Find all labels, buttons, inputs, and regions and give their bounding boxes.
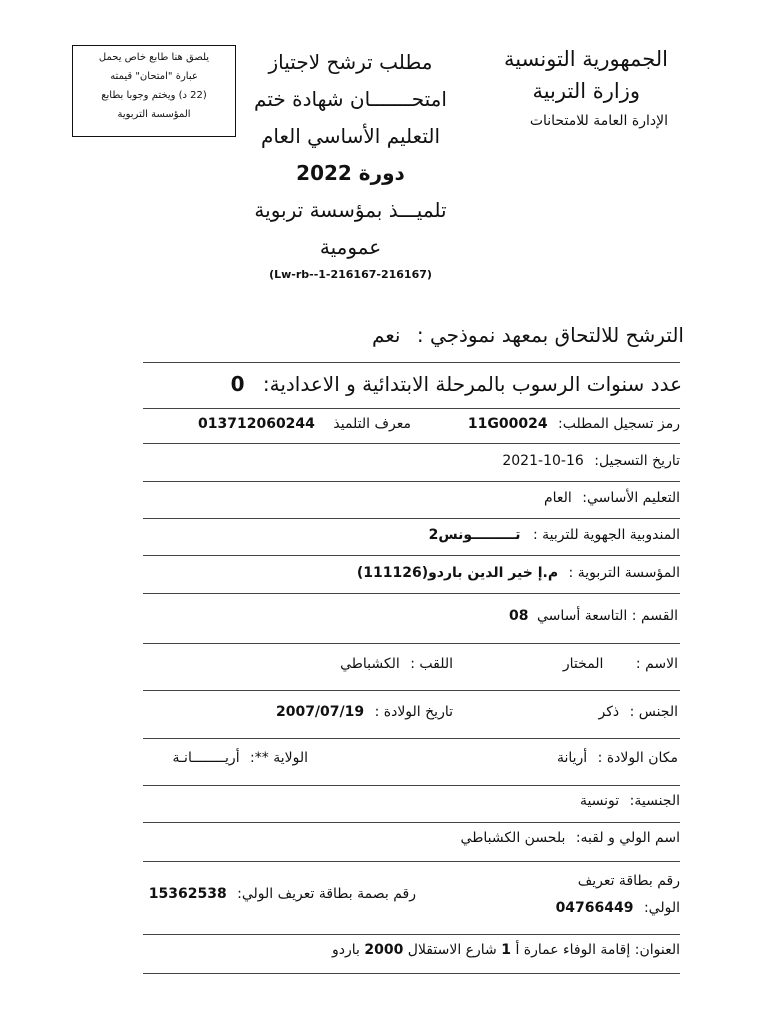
divider	[143, 861, 680, 862]
guardian-name-value: بلحسن الكشباطي	[460, 830, 566, 846]
education-field	[544, 490, 680, 506]
birth-place-value: أريانة	[556, 750, 588, 766]
section-value: 08	[509, 608, 529, 624]
ministry-header	[438, 44, 668, 134]
guardian-id-label-line1: رقم بطاقة تعريف	[577, 873, 680, 889]
ministry-name: وزارة التربية	[532, 79, 640, 103]
failed-years-row	[231, 372, 682, 396]
section-label: القسم : التاسعة أساسي	[536, 608, 678, 624]
title-line-5: تلميـــذ بمؤسسة تربوية	[254, 198, 447, 222]
commissariat-value: تـــــــــونس2	[428, 527, 521, 543]
stamp-text-2: عبارة "امتحان" قيمته	[110, 71, 198, 82]
failed-years-label: عدد سنوات الرسوب بالمرحلة الابتدائية و الاعدادية:	[262, 372, 682, 396]
first-name-value: المختار	[562, 656, 604, 672]
birth-place-field	[557, 750, 678, 766]
divider	[143, 643, 680, 644]
request-code-label: رمز تسجيل المطلب:	[558, 416, 680, 432]
title-line-2: امتحـــــــان شهادة ختم	[254, 87, 447, 111]
guardian-name-label: اسم الولي و لقبه:	[575, 830, 680, 846]
divider	[143, 443, 680, 444]
address-number: 1	[501, 942, 511, 958]
model-school-label: الترشح للالتحاق بمعهد نموذجي :	[416, 323, 684, 347]
first-name-field	[563, 656, 678, 672]
divider	[143, 738, 680, 739]
guardian-fingerprint-label: رقم بصمة بطاقة تعريف الولي:	[237, 886, 416, 902]
divider	[143, 593, 680, 594]
stamp-text-4: المؤسسة التربوية	[117, 109, 191, 120]
institution-value: م.إ خير الدين باردو(111126)	[356, 565, 559, 581]
divider	[143, 518, 680, 519]
birth-date-field	[276, 704, 453, 720]
student-id-label: معرف التلميذ	[333, 416, 411, 432]
guardian-id-label-line2: الولي:	[643, 900, 680, 916]
commissariat-label: المندوبية الجهوية للتربية :	[532, 527, 680, 543]
gender-value: ذكر	[598, 704, 620, 720]
education-value: العام	[543, 490, 572, 506]
model-school-value: نعم	[371, 323, 401, 347]
registration-date-label: تاريخ التسجيل:	[594, 453, 680, 469]
address-part-3: باردو	[331, 942, 360, 958]
student-id-value: 013712060244	[198, 416, 315, 432]
birth-date-value: 2007/07/19	[275, 704, 365, 720]
address-value	[332, 942, 630, 958]
request-code-field	[468, 416, 680, 432]
title-line-1: مطلب ترشح لاجتياز	[268, 50, 433, 74]
institution-label: المؤسسة التربوية :	[568, 565, 680, 581]
registration-date-value: 16-10-2021	[502, 453, 584, 469]
nationality-label: الجنسية:	[629, 793, 680, 809]
institution-field	[357, 565, 680, 581]
title-session: دورة 2022	[296, 161, 405, 185]
birth-date-label: تاريخ الولادة :	[374, 704, 453, 720]
governorate-field	[172, 750, 308, 766]
guardian-id-field	[556, 900, 680, 916]
gender-field	[598, 704, 678, 720]
document-code: (Lw-rb--1-216167-216167)	[269, 268, 432, 281]
divider	[143, 481, 680, 482]
address-field	[332, 942, 680, 958]
divider	[143, 690, 680, 691]
divider	[143, 973, 680, 974]
commissariat-field	[429, 527, 680, 543]
guardian-name-field	[461, 830, 680, 846]
nationality-value: تونسية	[579, 793, 620, 809]
failed-years-value: 0	[230, 372, 245, 396]
divider	[143, 934, 680, 935]
country-name: الجمهورية التونسية	[504, 47, 668, 71]
gender-label: الجنس :	[629, 704, 678, 720]
guardian-fingerprint-value: 15362538	[148, 886, 227, 902]
department-name: الإدارة العامة للامتحانات	[529, 113, 668, 129]
divider	[143, 555, 680, 556]
stamp-text-3: (22 د) ويختم وجوبا بطابع	[101, 90, 207, 101]
stamp-box	[72, 45, 236, 137]
governorate-label: الولاية **:	[250, 750, 308, 766]
birth-place-label: مكان الولادة :	[597, 750, 678, 766]
last-name-field	[340, 656, 453, 672]
student-id-field	[198, 416, 411, 432]
title-line-3: التعليم الأساسي العام	[260, 124, 441, 148]
address-postcode: 2000	[364, 942, 404, 958]
stamp-text-1: يلصق هنا طابع خاص يحمل	[98, 52, 210, 63]
address-part-2: شارع الاستقلال	[407, 942, 497, 958]
address-part-1: إقامة الوفاء عمارة أ	[515, 942, 631, 958]
governorate-value: أريــــــــانـة	[172, 750, 240, 766]
registration-date-field	[502, 453, 680, 469]
section-field	[509, 608, 678, 624]
guardian-id-value: 04766449	[555, 900, 634, 916]
nationality-field	[580, 793, 680, 809]
document-title	[243, 44, 458, 282]
education-label: التعليم الأساسي:	[582, 490, 680, 506]
last-name-value: الكشباطي	[340, 656, 400, 672]
divider	[143, 785, 680, 786]
divider	[143, 408, 680, 409]
last-name-label: اللقب :	[410, 656, 453, 672]
divider	[143, 362, 680, 363]
title-line-6: عمومية	[319, 235, 382, 259]
guardian-fingerprint-field	[149, 886, 416, 902]
request-code-value: 11G00024	[467, 416, 548, 432]
model-school-row	[372, 323, 684, 347]
first-name-label: الاسم :	[635, 656, 678, 672]
address-label: العنوان:	[634, 942, 680, 958]
divider	[143, 822, 680, 823]
